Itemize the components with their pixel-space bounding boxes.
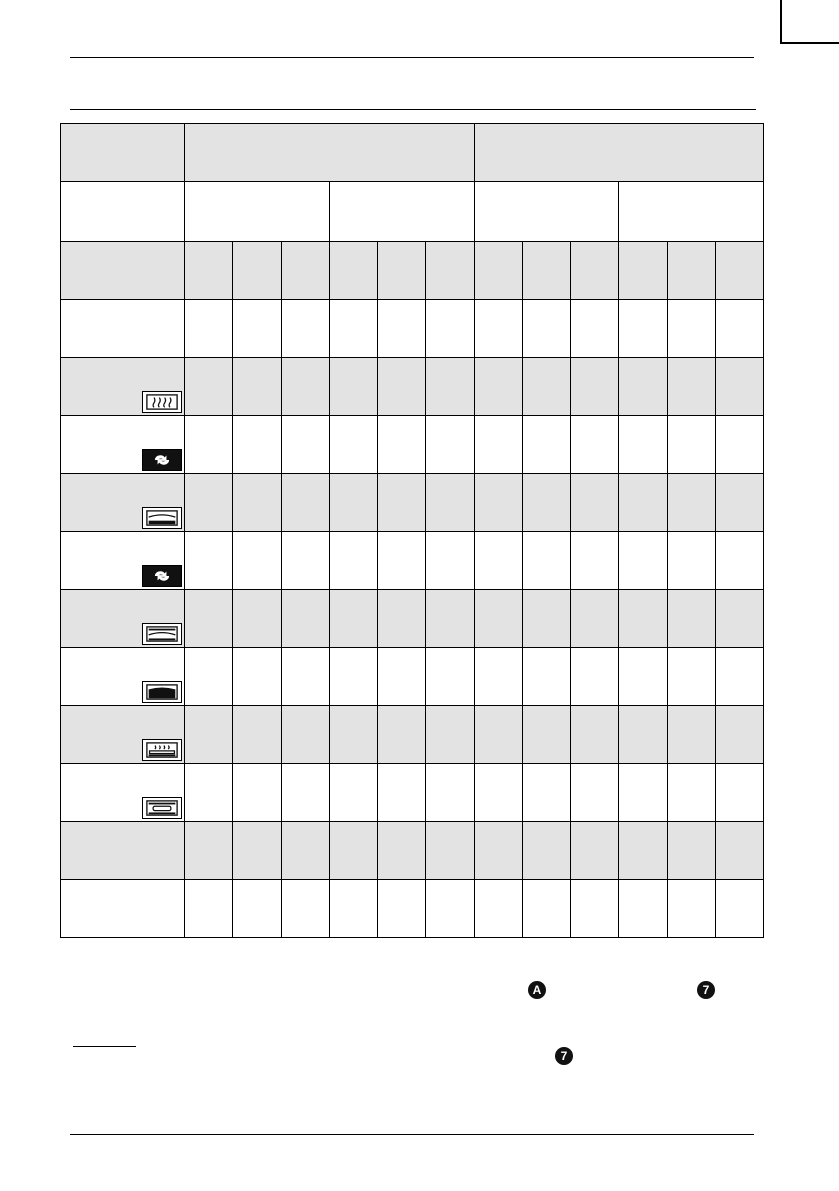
table-row bbox=[61, 358, 764, 416]
table-row bbox=[61, 300, 764, 358]
top-heat-oven-icon bbox=[142, 391, 182, 413]
large-grill-oven-icon bbox=[142, 797, 182, 819]
table-row bbox=[61, 242, 764, 300]
table-row bbox=[61, 416, 764, 474]
table-row bbox=[61, 706, 764, 764]
function-cell bbox=[61, 474, 185, 532]
full-heat-oven-icon bbox=[142, 681, 182, 703]
grill-oven-icon bbox=[142, 739, 182, 761]
footer-rule bbox=[70, 1134, 754, 1135]
table-group-header-row bbox=[61, 124, 764, 182]
subgroup-cell bbox=[474, 182, 619, 242]
table-row bbox=[61, 532, 764, 590]
top-and-bottom-heat-oven-icon bbox=[142, 623, 182, 645]
table-corner-cell bbox=[61, 124, 185, 182]
header-rule bbox=[70, 57, 754, 58]
badge-seven-icon: 7 bbox=[697, 981, 715, 999]
table-row bbox=[61, 764, 764, 822]
bottom-heat-oven-icon bbox=[142, 507, 182, 529]
function-cell bbox=[61, 706, 185, 764]
badge-a-icon: A bbox=[528, 981, 546, 999]
convection-fan-icon bbox=[142, 565, 182, 587]
function-cell bbox=[61, 358, 185, 416]
subgroup-cell bbox=[329, 182, 474, 242]
table-subgroup-row bbox=[61, 182, 764, 242]
crop-mark-horizontal bbox=[782, 42, 839, 44]
convection-fan-icon bbox=[142, 449, 182, 471]
crop-mark-vertical bbox=[780, 0, 782, 44]
table-row bbox=[61, 474, 764, 532]
badge-seven-icon: 7 bbox=[555, 1047, 573, 1065]
table-row bbox=[61, 880, 764, 938]
function-cell bbox=[61, 648, 185, 706]
cooking-table bbox=[60, 123, 764, 938]
function-cell bbox=[61, 532, 185, 590]
subgroup-cell bbox=[185, 182, 330, 242]
subgroup-cell bbox=[619, 182, 764, 242]
table-row bbox=[61, 822, 764, 880]
function-cell bbox=[61, 590, 185, 648]
group-header-left bbox=[185, 124, 475, 182]
table-row bbox=[61, 648, 764, 706]
table-row bbox=[61, 590, 764, 648]
table-top-rule bbox=[70, 109, 756, 110]
function-cell bbox=[61, 764, 185, 822]
function-cell bbox=[61, 416, 185, 474]
group-header-right bbox=[474, 124, 764, 182]
note-heading-underline bbox=[73, 1046, 136, 1047]
